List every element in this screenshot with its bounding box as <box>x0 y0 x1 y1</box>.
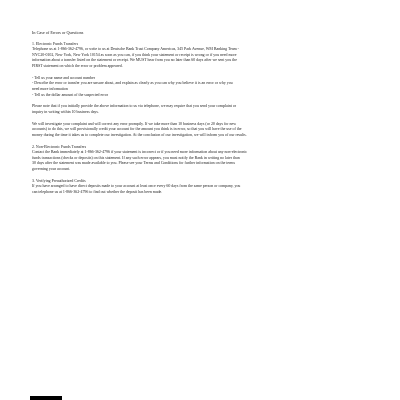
paragraph-line: 30 days after the statement was made available to you. Please see your Terms and Conditions for further information on the terms <box>32 161 235 166</box>
section-preauthorized-credits <box>32 179 362 196</box>
investigation-paragraph <box>32 122 362 139</box>
oral-notice-paragraph <box>32 104 362 115</box>
section-heading: 3. Verifying Preauthorized Credits <box>32 178 86 183</box>
list-item: - Describe the error or transfer you are unsure about, and explain as clearly as you can why you believe it is an error or why you <box>32 81 233 86</box>
paragraph-line: FIRST statement on which the error or problem appeared. <box>32 63 123 68</box>
paragraph-line: inquiry in writing within 10 business days. <box>32 109 99 114</box>
page-edge-mark <box>30 396 62 400</box>
paragraph-line: Contact the Bank immediately at 1-866-362-4796 if your statement is incorrect or if you need more information about any non-electronic <box>32 150 248 155</box>
section-electronic-transfers <box>32 42 362 70</box>
list-item: need more information <box>32 86 68 91</box>
paragraph-line: Please note that if you initially provide the above information to us via telephone, we may require that you send your complaint or <box>32 104 237 109</box>
paragraph-line: If you have arranged to have direct deposits made to your account at least once every 60 days from the same person or company, you <box>32 184 241 189</box>
paragraph-line: NYC20-0102, New York, New York 10154 as soon as you can, if you think your statement or receipt is wrong or if you need more <box>32 52 237 57</box>
list-item: - Tell us the dollar amount of the suspected error <box>32 92 109 97</box>
paragraph-line: money during the time it takes us to complete our investigation. At the conclusion of our investigation, we will inform you of our results. <box>32 132 247 137</box>
paragraph-line: funds transactions (checks or deposits) on this statement. If any such error appears, you must notify the Bank in writing no later than <box>32 155 240 160</box>
list-item: - Tell us your name and account number <box>32 75 96 80</box>
section-heading: 1. Electronic Funds Transfers <box>32 41 79 46</box>
required-info-list <box>32 76 362 98</box>
document-body <box>32 30 362 202</box>
paragraph-line: We will investigate your complaint and will correct any error promptly. If we take more than 10 business days (or 20 days for new <box>32 121 237 126</box>
paragraph-line: Telephone us at 1-866-362-4796, or write to us at Deutsche Bank Trust Company Americas, 345 Park Avenue, WM Banking Team - <box>32 47 239 52</box>
paragraph-line: accounts) to do this, we will provisionally credit your account for the amount you think is in error, so that you will have the use of the <box>32 127 242 132</box>
paragraph-line: can telephone us at 1-866-362-4796 to find out whether the deposit has been made. <box>32 190 163 194</box>
bullet-list <box>32 76 362 98</box>
page-title: In Case of Errors or Questions <box>32 30 84 35</box>
paragraph-line: information about a transfer listed on the statement or receipt. We MUST hear from you no later than 60 days after we sent you the <box>32 58 237 63</box>
section-non-electronic-transfers <box>32 145 362 173</box>
section-heading: 2. Non-Electronic Funds Transfers <box>32 144 87 149</box>
paragraph-line: governing your account. <box>32 167 71 172</box>
